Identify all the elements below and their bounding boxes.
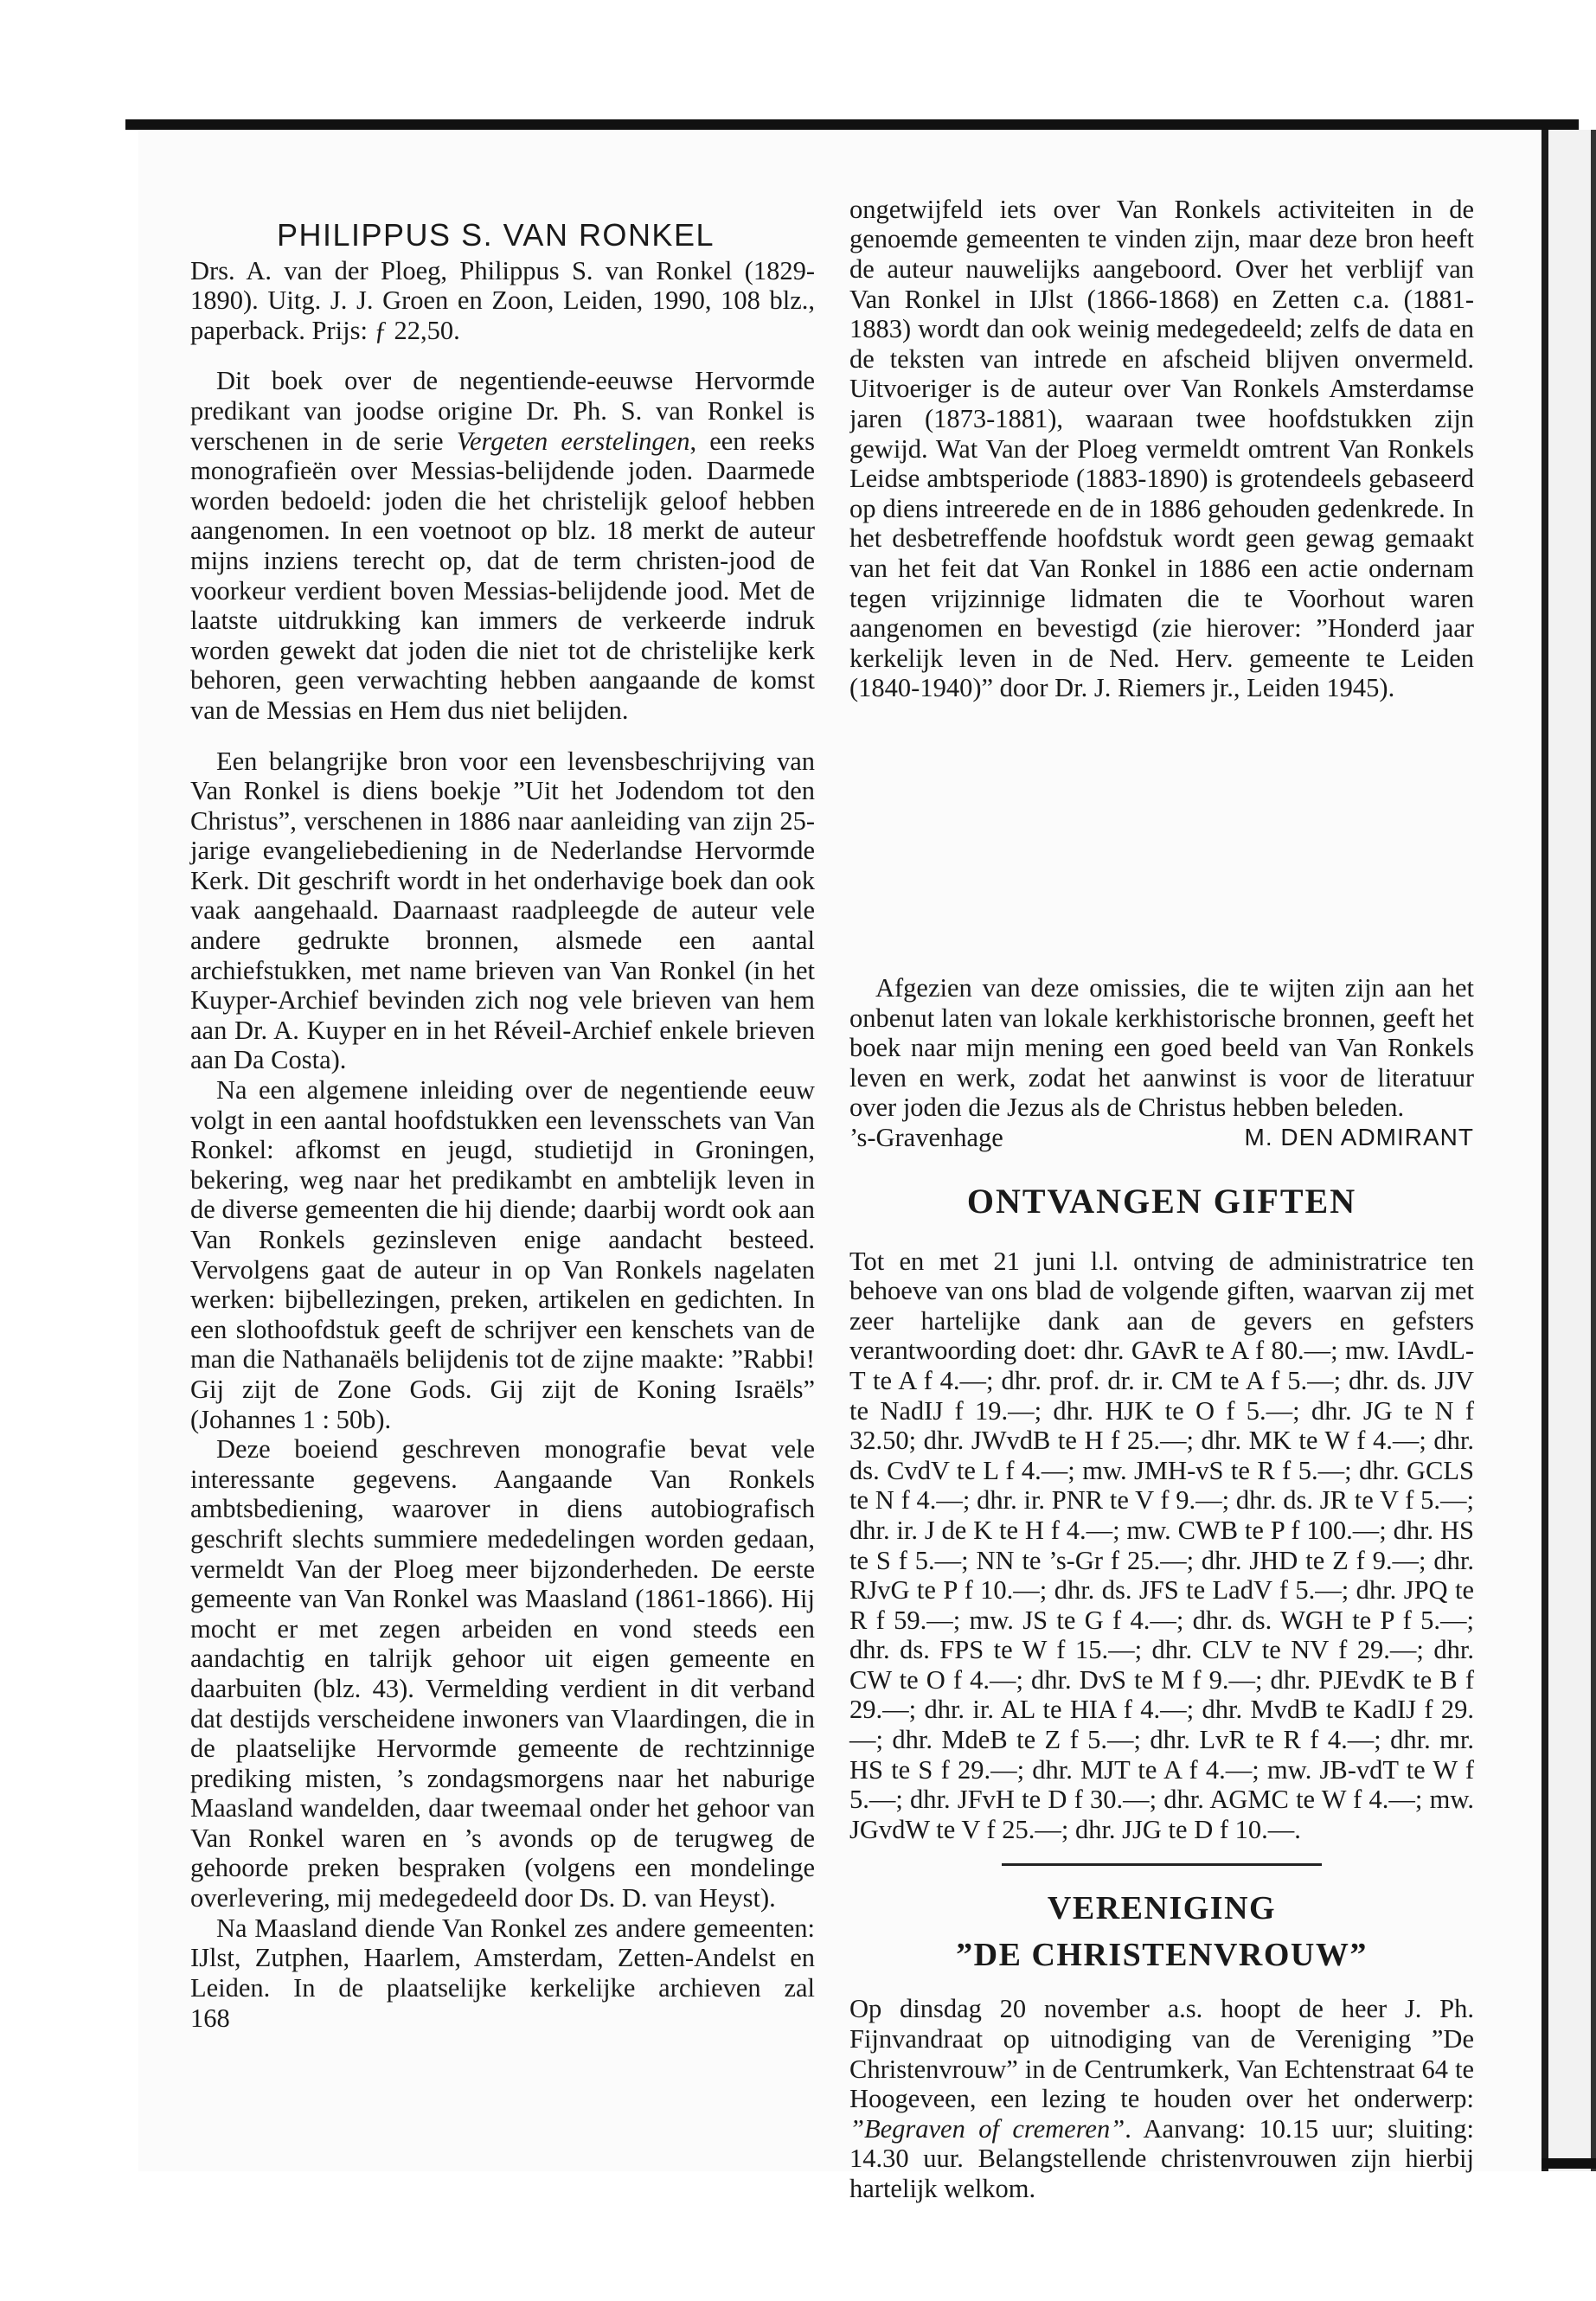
vereniging-heading-line-2: ”DE CHRISTENVROUW” (956, 1937, 1368, 1974)
review-paragraph-3: Na een algemene inleiding over de negentiende eeuw volgt in een aantal hoofdstukken een levensschets van Van Ronkel: afkomst en jeugd, studietijd in Groningen, bekering, weg naar het predikambt en ambtelijk leven in de diverse gemeenten die hij diende; daarbij wordt ook aan Van Ronkels gezinsleven enige aandacht besteed. Vervolgens gaat de auteur in op Van Ronkels nagelaten werken: bijbellezingen, preken, artikelen en gedichten. In een slothoofdstuk geeft de schrijver een kenschets van de man die Nathanaëls belijdenis tot de zijne maakte: ”Rabbi! Gij zijt de Zone Gods. Gij zijt de Koning Israëls” (Johannes 1 : 50b). (190, 1075, 815, 1434)
review-paragraph-2: Een belangrijke bron voor een levensbeschrijving van Van Ronkel is diens boekje ”Uit het Jodendom tot den Christus”, verschenen in 1886 naar aanleiding van zijn 25-jarige evangeliebediening in de Nederlandse Hervormde Kerk. Dit geschrift wordt in het onderhavige boek dan ook vaak aangehaald. Daarnaast raadpleegde de auteur vele andere gedrukte bronnen, alsmede een aantal archiefstukken, met name brieven van Van Ronkel (in het Kuyper-Archief bevinden zich nog vele brieven van hem aan Dr. A. Kuyper en in het Réveil-Archief enkele brieven aan Da Costa). (190, 746, 815, 1075)
review-p1-text-b: , een reeks monografieën over Messias-belijdende joden. Daarmede worden bedoeld: joden die het christelijk geloof hebben aangenomen. In een voetnoot op blz. 18 merkt de auteur mijns inziens terecht op, dat de term christen-jood de voorkeur verdient boven Messias-belijdende jood. Met de laatste uitdrukking kan immers de verkeerde indruk worden gewekt dat joden die niet tot de christelijke kerk behoren, geen verwachting hebben aangaande de komst van de Messias en Hem dus niet belijden. (190, 426, 815, 725)
series-title: Vergeten eerstelingen (456, 426, 690, 456)
review-place: ’s-Gravenhage (849, 1122, 1003, 1152)
section-divider (1002, 1863, 1322, 1866)
lecture-topic: ”Begraven of cremeren” (849, 2113, 1125, 2144)
vereniging-text (849, 1994, 1474, 2203)
giften-heading: ONTVANGEN GIFTEN (966, 1181, 1357, 1221)
giften-text: Tot en met 21 juni l.l. ontving de administratrice ten behoeve van ons blad de volgende giften, waarvan zij met zeer hartelijke dank aan de gevers en gefsters verantwoording doet: dhr. GAvR te A f 80.—; mw. IAvdL-T te A f 4.—; dhr. prof. dr. ir. CM te A f 5.—; dhr. ds. JJV te NadIJ f 19.—; dhr. HJK te O f 5.—; dhr. JG te N f 32.50; dhr. JWvdB te H f 25.—; dhr. MK te W f 4.—; dhr. ds. CvdV te L f 4.—; mw. JMH-vS te R f 5.—; dhr. GCLS te N f 4.—; dhr. ir. PNR te V f 9.—; dhr. ds. JR te V f 5.—; dhr. ir. J de K te H f 4.—; mw. CWB te P f 100.—; dhr. HS te S f 5.—; NN te ’s-Gr f 25.—; dhr. JHD te Z f 9.—; dhr. RJvG te P f 10.—; dhr. ds. JFS te LadV f 5.—; dhr. JPQ te R f 59.—; mw. JS te G f 4.—; dhr. ds. WGH te P f 5.—; dhr. ds. FPS te W f 15.—; dhr. CLV te NV f 29.—; dhr. CW te O f 4.—; dhr. DvS te M f 9.—; dhr. PJEvdK te B f 29.—; dhr. ir. AL te HIA f 4.—; dhr. MvdB te KadIJ f 29.—; dhr. MdeB te Z f 5.—; dhr. LvR te R f 4.—; dhr. mr. HS te S f 29.—; dhr. MJT te A f 4.—; mw. JB-vdT te W f 5.—; dhr. JFvH te D f 30.—; dhr. AGMC te W f 4.—; mw. JGvdW te V f 25.—; dhr. JJG te D f 10.—. (849, 1246, 1474, 1844)
review-title: PHILIPPUS S. VAN RONKEL (277, 217, 715, 253)
scan-bottom-rule (1542, 2158, 1596, 2169)
review-author: M. DEN ADMIRANT (1244, 1123, 1474, 1150)
review-p5-continued-text: ongetwijfeld iets over Van Ronkels activiteiten in de genoemde gemeenten te vinden zijn, maar deze bron heeft de auteur nauwelijks aangeboord. Over het verblijf van Van Ronkel in IJlst (1866-1868) en Zetten c.a. (1881-1883) wordt dan ook weinig medegedeeld; zelfs de data en de teksten van intrede en afscheid blijven onvermeld. Uitvoeriger is de auteur over Van Ronkels Amsterdamse jaren (1873-1881), waaraan twee hoofdstukken zijn gewijd. Wat Van der Ploeg vermeldt omtrent Van Ronkels Leidse ambtsperiode (1883-1890) is grotendeels gebaseerd op diens intreerede en de in 1886 gehouden gedenkrede. In het desbetreffende hoofdstuk wordt geen gewag gemaakt van het feit dat Van Ronkel in 1886 een actie ondernam tegen vrijzinnige lidmaten die te Voorhout waren aangenomen en bevestigd (zie hierover: ”Honderd jaar kerkelijk leven in de Ned. Herv. gemeente te Leiden (1840-1940)” door Dr. J. Riemers jr., Leiden 1945). (849, 195, 1474, 703)
scan-top-margin (0, 0, 1596, 130)
review-p1-text-a: Dit boek over de negentiende-eeuwse Hervormde predikant van joodse origine Dr. Ph. S. van Ronkel is verschenen in de serie (190, 366, 815, 456)
page-edge-shadow (1542, 130, 1548, 2171)
right-column (849, 195, 1474, 2204)
scan-border (1591, 130, 1596, 2171)
review-paragraph-6: Afgezien van deze omissies, die te wijten zijn aan het onbenut laten van lokale kerkhistorische bronnen, geeft het boek naar mijn mening een goed beeld van Van Ronkels leven en werk, zodat het aanwinst is voor de literatuur over joden die Jezus als de Christus hebben beleden. (849, 973, 1474, 1123)
scan-top-rule (125, 119, 1579, 130)
vereniging-text-a: Op dinsdag 20 november a.s. hoopt de heer J. Ph. Fijnvandraat op uitnodiging van de Vereniging ”De Christenvrouw” in de Centrumkerk, Van Echtenstraat 64 te Hoogeveen, een lezing te houden over het onderwerp: (849, 1994, 1474, 2114)
vereniging-heading-line-1: VERENIGING (1047, 1890, 1277, 1927)
page-number: 168 (190, 2003, 230, 2033)
review-paragraph-5: Na Maasland diende Van Ronkel zes andere gemeenten: IJlst, Zutphen, Haarlem, Amsterdam, Zetten-Andelst en Leiden. In de plaatselijke kerkelijke archieven zal (190, 1913, 815, 2003)
left-column (190, 195, 815, 2033)
vereniging-heading (849, 1885, 1474, 1978)
vereniging-text-b: . Aanvang: 10.15 uur; sluiting: 14.30 uur. Belangstellende christenvrouwen zijn hierbij hartelijk welkom. (849, 2113, 1474, 2203)
review-paragraph-4: Deze boeiend geschreven monografie bevat vele interessante gegevens. Aangaande Van Ronkels ambtsbediening, waarover in diens autobiografisch geschrift slechts summiere mededelingen worden gedaan, vermeldt Van der Ploeg meer bijzonderheden. De eerste gemeente van Van Ronkel was Maasland (1861-1866). Hij mocht er met zegen arbeiden en vond steeds een aandachtig en talrijk gehoor uit eigen gemeente en daarbuiten (blz. 43). Vermelding verdient in dit verband dat destijds verscheidene inwoners van Vlaardingen, die in de plaatselijke Hervormde gemeente de rechtzinnige prediking misten, ’s zondagsmorgens naar het naburige Maasland wandelden, daar tweemaal onder het gehoor van Van Ronkel waren en ’s avonds op de terugweg de gehoorde preken bespraken (volgens een mondelinge overlevering, mij medegedeeld door Ds. D. van Heyst). (190, 1434, 815, 1913)
review-paragraph-1 (190, 366, 815, 725)
review-signature (849, 1123, 1474, 1153)
scan-right-margin (1542, 130, 1596, 2171)
review-paragraph-5-continued (849, 195, 1474, 973)
review-bibliography: Drs. A. van der Ploeg, Philippus S. van Ronkel (1829-1890). Uitg. J. J. Groen en Zoon, Leiden, 1990, 108 blz., paperback. Prijs: ƒ 22,50. (190, 255, 815, 345)
